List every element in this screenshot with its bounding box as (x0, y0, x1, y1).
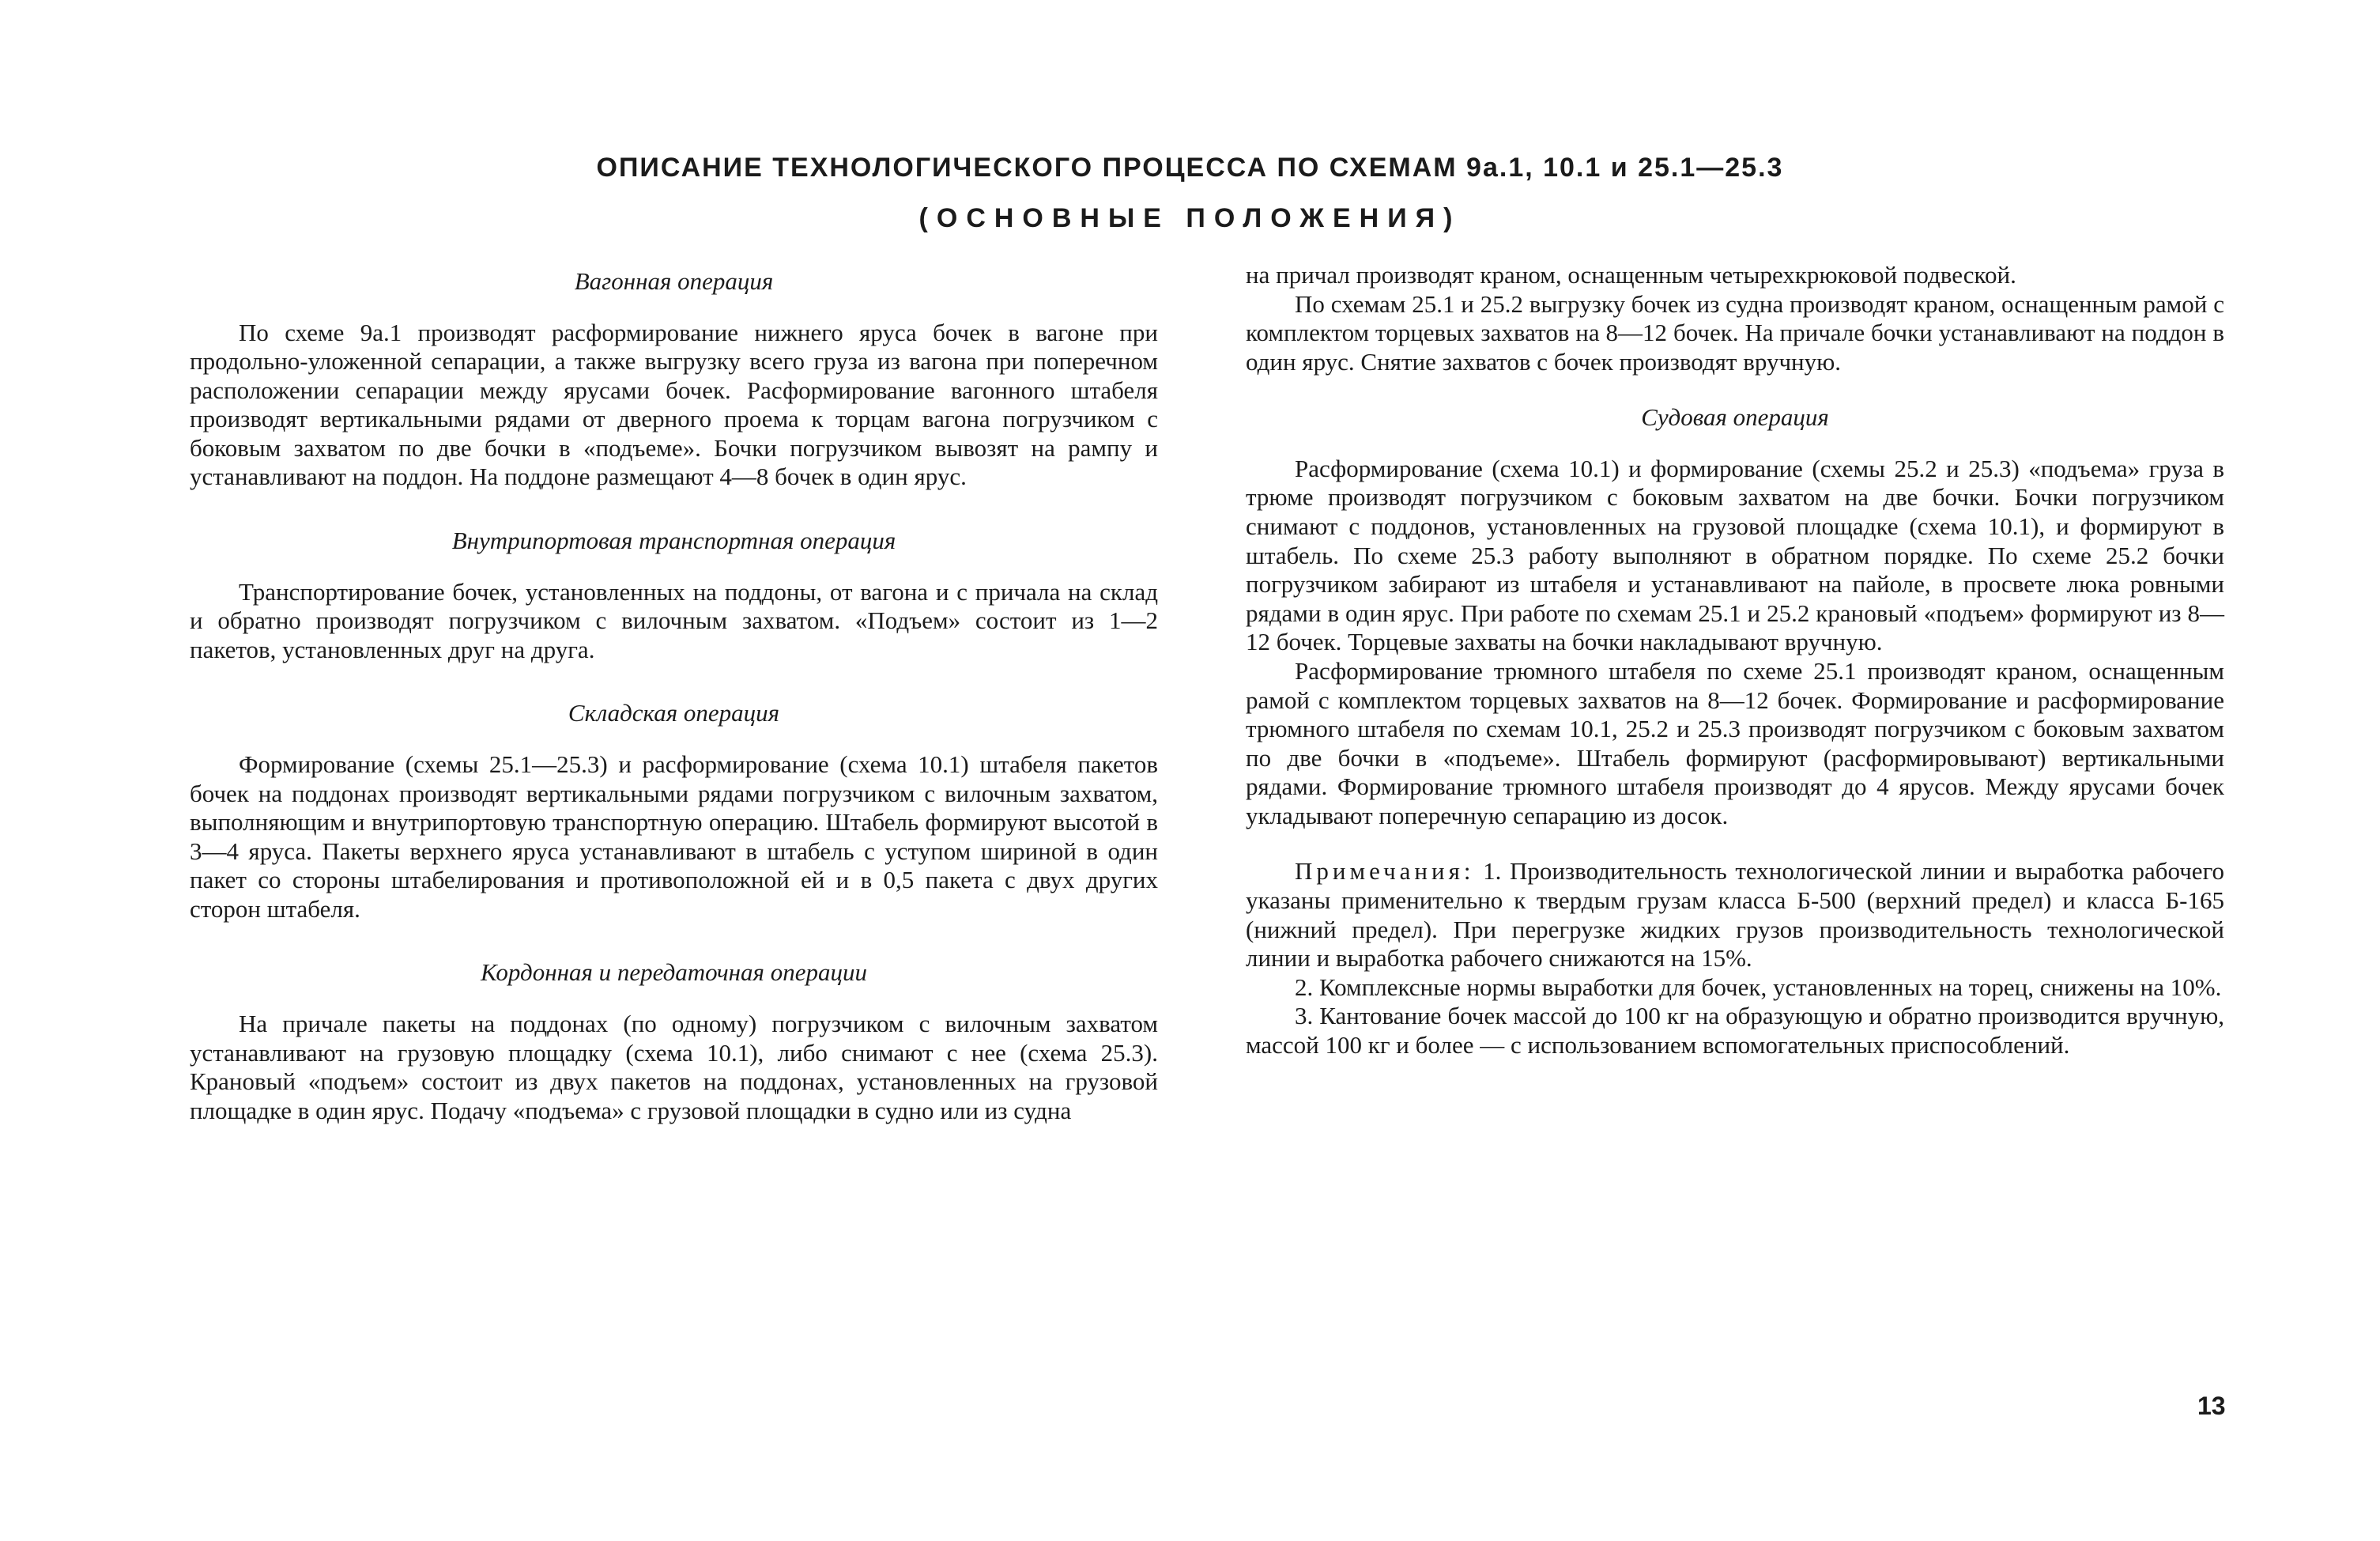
note-1 (1246, 857, 2224, 973)
section-text: Формирование (схемы 25.1—25.3) и расформирование (схема 10.1) штабеля пакетов бочек на поддонах производят вертикальными рядами погрузчиком с вилочным захватом, выполняющим и внутрипортовую транспортную операцию. Штабель формируют высотой в 3—4 яруса. Пакеты верхнего яруса устанавливают в штабель с уступом шириной в один пакет со стороны штабелирования и противоположной ей и в 0,5 пакета с двух других сторон штабеля. (190, 750, 1158, 923)
section-ship (1246, 403, 2224, 830)
note-text: 1. Производительность технологической линии и выработка рабочего указаны применительно к твердым грузам класса Б-500 (верхний предел) и класса Б-165 (нижний предел). При перегрузке жидких грузов производительность технологической линии и выработка рабочего снижаются на 15%. (1246, 857, 2225, 973)
section-warehouse (190, 699, 1158, 923)
continued-text: на причал производят краном, оснащенным четырехкрюковой подвеской. (1246, 261, 2016, 289)
section-wagon (190, 267, 1158, 492)
section-text: На причале пакеты на поддонах (по одному) погрузчиком с вилочным захватом устанавливают на грузовую площадку (схема 10.1), либо снимают с нее (схема 25.3). Крановый «подъем» состоит из двух пакетов на поддонах, установленных на грузовой площадке в один ярус. Подачу «подъема» с грузовой площадки в судно или из судна (190, 1009, 1158, 1124)
section-text: По схеме 9а.1 производят расформирование нижнего яруса бочек в вагоне при продольно-уложенной сепарации, а также выгрузку всего груза из вагона при поперечном расположении сепарации между ярусами бочек. Расформирование вагонного штабеля производят вертикальными рядами от дверного проема к торцам вагона погрузчиком с боковым захватом по две бочки в «подъеме». Бочки погрузчиком вывозят на рампу и устанавливают на поддон. На поддоне размещают 4—8 бочек в один ярус. (190, 318, 1158, 491)
section-heading: Складская операция (568, 699, 780, 727)
page-subtitle: (ОСНОВНЫЕ ПОЛОЖЕНИЯ) (918, 203, 1462, 233)
section-heading: Кордонная и передаточная операции (481, 958, 867, 987)
section-text: Транспортирование бочек, установленных на поддоны, от вагона и с причала на склад и обратно производят погрузчиком с вилочным захватом. «Подъем» состоит из 1—2 пакетов, установленных друг на друга. (190, 577, 1158, 663)
section-cordon-continued (1246, 261, 2224, 376)
page-title: ОПИСАНИЕ ТЕХНОЛОГИЧЕСКОГО ПРОЦЕССА ПО СХЕМАМ 9а.1, 10.1 и 25.1—25.3 (596, 153, 1784, 183)
section-text: Расформирование трюмного штабеля по схеме 25.1 производят краном, оснащенным рамой с комплектом торцевых захватов на 8—12 бочек. Формирование и расформирование трюмного штабеля по схемам 10.1, 25.2 и 25.3 производят погрузчиком с боковым захватом по две бочки в «подъеме». Штабель формируют (расформировывают) вертикальными рядами. Формирование трюмного штабеля производят до 4 ярусов. Между ярусами бочек укладывают поперечную сепарацию из досок. (1246, 656, 2224, 829)
page-number: 13 (2197, 1392, 2226, 1420)
section-text: Расформирование (схема 10.1) и формирование (схемы 25.2 и 25.3) «подъема» груза в трюме производят погрузчиком с боковым захватом на две бочки. Бочки погрузчиком снимают с поддонов, установленных на грузовой площадке (схема 10.1), и формируют в штабель. По схеме 25.3 работу выполняют в обратном порядке. По схеме 25.2 бочки погрузчиком забирают из штабеля и устанавливают на пайоле, в просвете люка ровными рядами в один ярус. При работе по схемам 25.1 и 25.2 крановый «подъем» формируют из 8—12 бочек. Торцевые захваты на бочки накладывают вручную. (1246, 454, 2224, 656)
section-text: По схемам 25.1 и 25.2 выгрузку бочек из судна производят краном, оснащенным рамой с комплектом торцевых захватов на 8—12 бочек. На причале бочки устанавливают на поддон в один ярус. Снятие захватов с бочек производят вручную. (1246, 289, 2224, 376)
left-column (190, 267, 1158, 1160)
section-heading: Судовая операция (1641, 403, 1829, 432)
section-heading: Вагонная операция (574, 267, 774, 295)
section-cordon (190, 958, 1158, 1125)
right-column (1246, 261, 2224, 1059)
notes-block (1246, 857, 2224, 1059)
note-2: 2. Комплексные нормы выработки для бочек, установленных на торец, снижены на 10%. (1295, 973, 2222, 1001)
section-heading: Внутрипортовая транспортная операция (451, 527, 896, 555)
notes-label: Примечания: (1295, 857, 1475, 886)
note-3: 3. Кантование бочек массой до 100 кг на образующую и обратно производится вручную, массой 100 кг и более — с использованием вспомогательных приспособлений. (1246, 1002, 2224, 1059)
section-intraport (190, 527, 1158, 664)
